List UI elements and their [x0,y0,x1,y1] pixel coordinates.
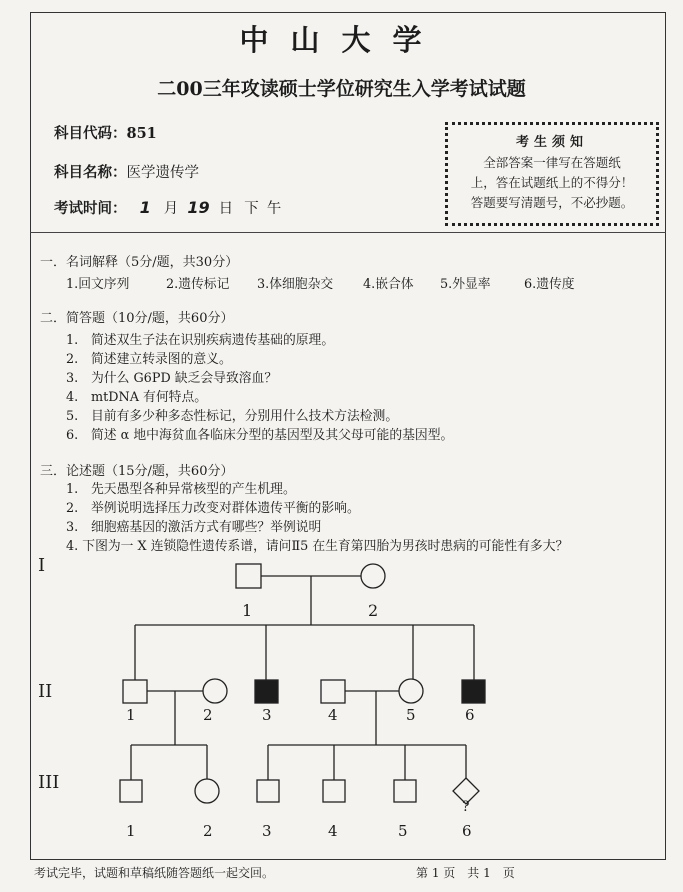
question-item: 2. 简述建立转录图的意义。 [66,352,232,367]
individual-number: 5 [406,706,416,724]
gen2-male-unaffected [321,680,345,703]
gen2-male-affected [255,680,278,703]
exam-time-month: 1 [139,198,151,217]
question-item: 2. 举例说明选择压力改变对群体遗传平衡的影响。 [66,501,360,516]
subject-name-value: 医学遗传学 [126,165,199,181]
section-1-title: 一．名词解释（5分/题，共30分） [40,255,239,270]
gen3-male-unaffected [120,780,142,802]
gen3-male-unaffected [323,780,345,802]
individual-number: 4 [328,822,338,840]
exam-time-label: 考试时间： [54,200,127,217]
gen3-male-unaffected [394,780,416,802]
gen1-female-unaffected [361,564,385,588]
question-item: 1. 简述双生子法在识别疾病遗传基础的原理。 [66,333,335,348]
term-item: 6.遗传度 [524,277,575,292]
term-item: 2.遗传标记 [166,277,230,292]
generation-label: I [38,555,46,576]
gen3-female-unaffected [195,779,219,803]
individual-number: 3 [262,822,272,840]
question-item: 5. 目前有多少种多态性标记，分别用什么技术方法检测。 [66,409,399,424]
subject-code-label: 科目代码： [54,125,127,142]
individual-number: 2 [368,601,379,620]
generation-label: II [38,681,53,702]
university-name: 中山大学 [239,23,444,57]
individual-number: 1 [242,601,253,620]
exam-time-period: 下午 [244,201,290,217]
question-item: 3. 细胞癌基因的激活方式有哪些？举例说明 [66,520,322,535]
gen1-male-unaffected [236,564,261,588]
notice-line: 全部答案一律写在答题纸 [483,155,621,170]
section-2-title: 二．简答题（10分/题，共60分） [40,311,234,326]
footer-note: 考试完毕，试题和草稿纸随答题纸一起交回。 [34,866,275,880]
individual-number: 3 [262,706,272,724]
term-item: 3.体细胞杂交 [257,277,334,292]
question-item: 1. 先天愚型各种异常核型的产生机理。 [66,482,296,497]
exam-time-day-unit: 日 [218,201,234,217]
question-item: 4. 下图为一 X 连锁隐性遗传系谱，请问Ⅱ5 在生育第四胎为男孩时患病的可能性有多大？ [66,539,569,554]
individual-number: 1 [126,706,136,724]
gen2-male-affected [462,680,485,703]
subject-code-value: 851 [126,125,157,142]
term-item: 1.回文序列 [66,277,130,292]
exam-title: 二00三年攻读硕士学位研究生入学考试试题 [157,78,526,100]
individual-number: 6 [462,822,472,840]
term-item: 5.外显率 [440,277,491,292]
gen2-female-carrier-query [399,679,423,703]
generation-label: III [38,772,60,793]
individual-number: 2 [203,822,213,840]
unknown-mark: ? [462,799,470,815]
exam-time-month-unit: 月 [163,201,179,217]
section-3-title: 三．论述题（15分/题，共60分） [40,464,234,479]
notice-title: 考生须知 [515,135,588,150]
individual-number: 5 [398,822,408,840]
question-item: 4. mtDNA 有何特点。 [66,390,208,405]
individual-number: 4 [328,706,338,724]
notice-line: 答题要写清题号，不必抄题。 [470,195,634,210]
term-item: 4.嵌合体 [363,277,414,292]
gen2-male-unaffected [123,680,147,703]
question-item: 6. 简述 α 地中海贫血各临床分型的基因型及其父母可能的基因型。 [66,428,454,443]
individual-number: 6 [465,706,475,724]
question-item: 3. 为什么 G6PD 缺乏会导致溶血？ [66,371,278,386]
exam-time-day: 19 [187,198,210,217]
individual-number: 1 [126,822,136,840]
page-number: 第 1 页 共 1 页 [416,866,515,880]
gen3-male-unaffected [257,780,279,802]
subject-name-label: 科目名称： [54,164,127,181]
individual-number: 2 [203,706,213,724]
gen2-female-unaffected [203,679,227,703]
notice-line: 上，答在试题纸上的不得分！ [470,175,634,190]
